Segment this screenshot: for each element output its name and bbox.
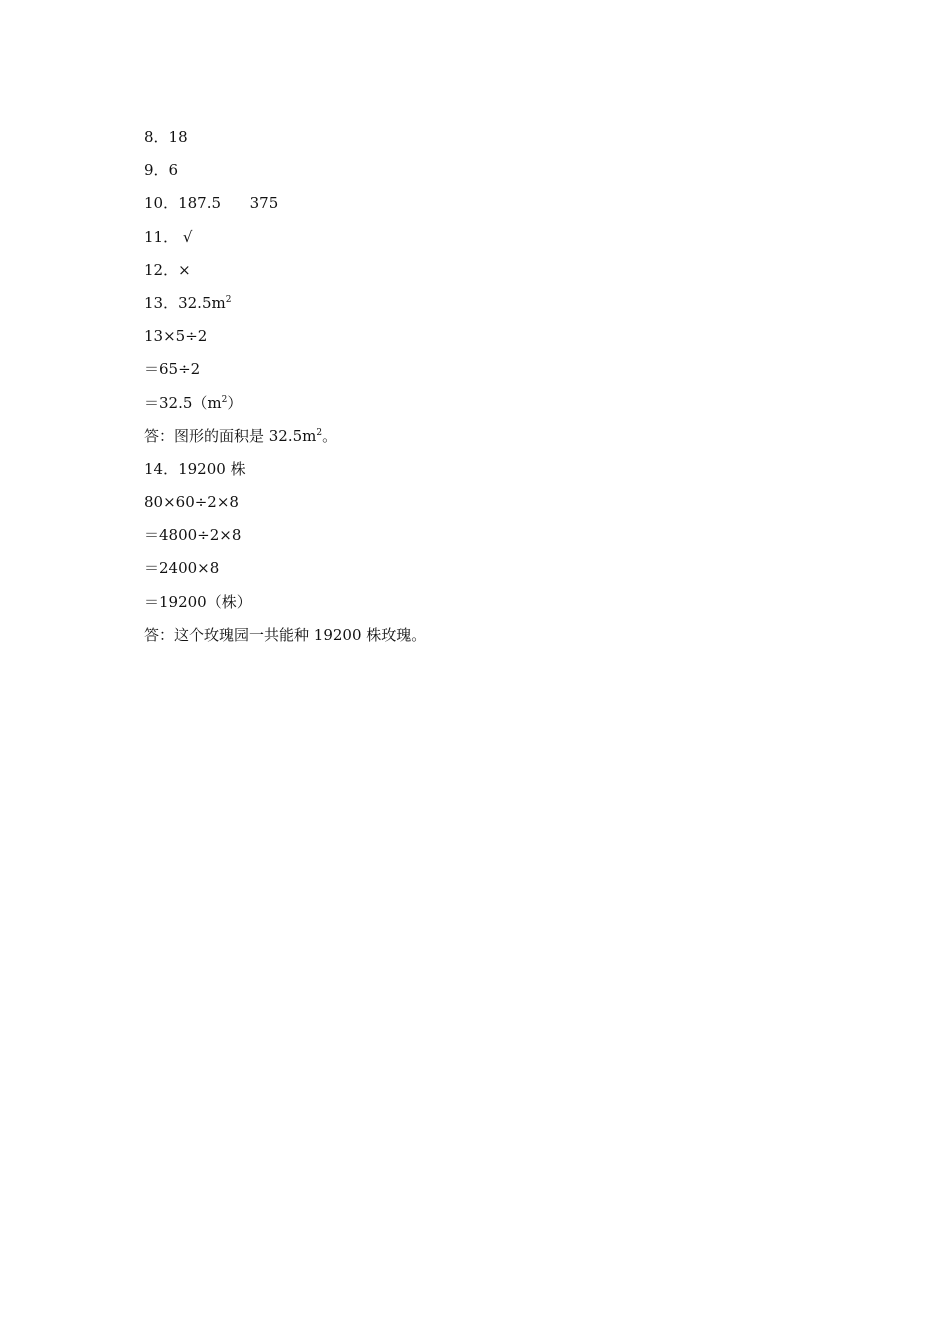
answer-statement (144, 424, 824, 457)
answer-line-10 (144, 191, 824, 224)
calculation-step (144, 590, 824, 623)
superscript: 2 (221, 394, 228, 405)
answer-text: 13．32.5m (144, 293, 226, 312)
answer-line-12 (144, 258, 824, 291)
answer-statement (144, 623, 824, 656)
calculation-step (144, 490, 824, 523)
answer-line-13 (144, 291, 824, 324)
answer-text: 10．187.5 375 (144, 194, 279, 213)
answer-line-11 (144, 225, 824, 258)
calculation-step (144, 556, 824, 589)
answer-text: ＝4800÷2×8 (144, 526, 242, 545)
answer-text: 14．19200 株 (144, 459, 246, 478)
answer-line-8 (144, 125, 824, 158)
calculation-step (144, 324, 824, 357)
answer-text-suffix: 。 (322, 426, 338, 445)
calculation-step (144, 523, 824, 556)
answer-text-suffix: ） (227, 393, 243, 412)
answer-line-9 (144, 158, 824, 191)
answer-text: ＝32.5（m (144, 393, 222, 412)
answer-text: 13×5÷2 (144, 327, 208, 346)
answer-text: 8．18 (144, 128, 188, 146)
superscript: 2 (316, 427, 323, 438)
answer-text: 11． √ (144, 227, 193, 246)
calculation-step (144, 391, 824, 424)
answer-line-14 (144, 457, 824, 490)
answer-content (144, 125, 824, 656)
answer-text: 答：图形的面积是 32.5m (144, 426, 317, 445)
answer-text: 80×60÷2×8 (144, 493, 239, 512)
calculation-step (144, 357, 824, 390)
answer-text: 12．× (144, 260, 191, 279)
superscript: 2 (225, 294, 232, 305)
answer-text: 答：这个玫瑰园一共能种 19200 株玫瑰。 (144, 625, 427, 644)
answer-text: ＝65÷2 (144, 360, 201, 379)
answer-text: ＝2400×8 (144, 559, 220, 578)
answer-text: ＝19200（株） (144, 592, 252, 611)
answer-text: 9．6 (144, 161, 179, 180)
